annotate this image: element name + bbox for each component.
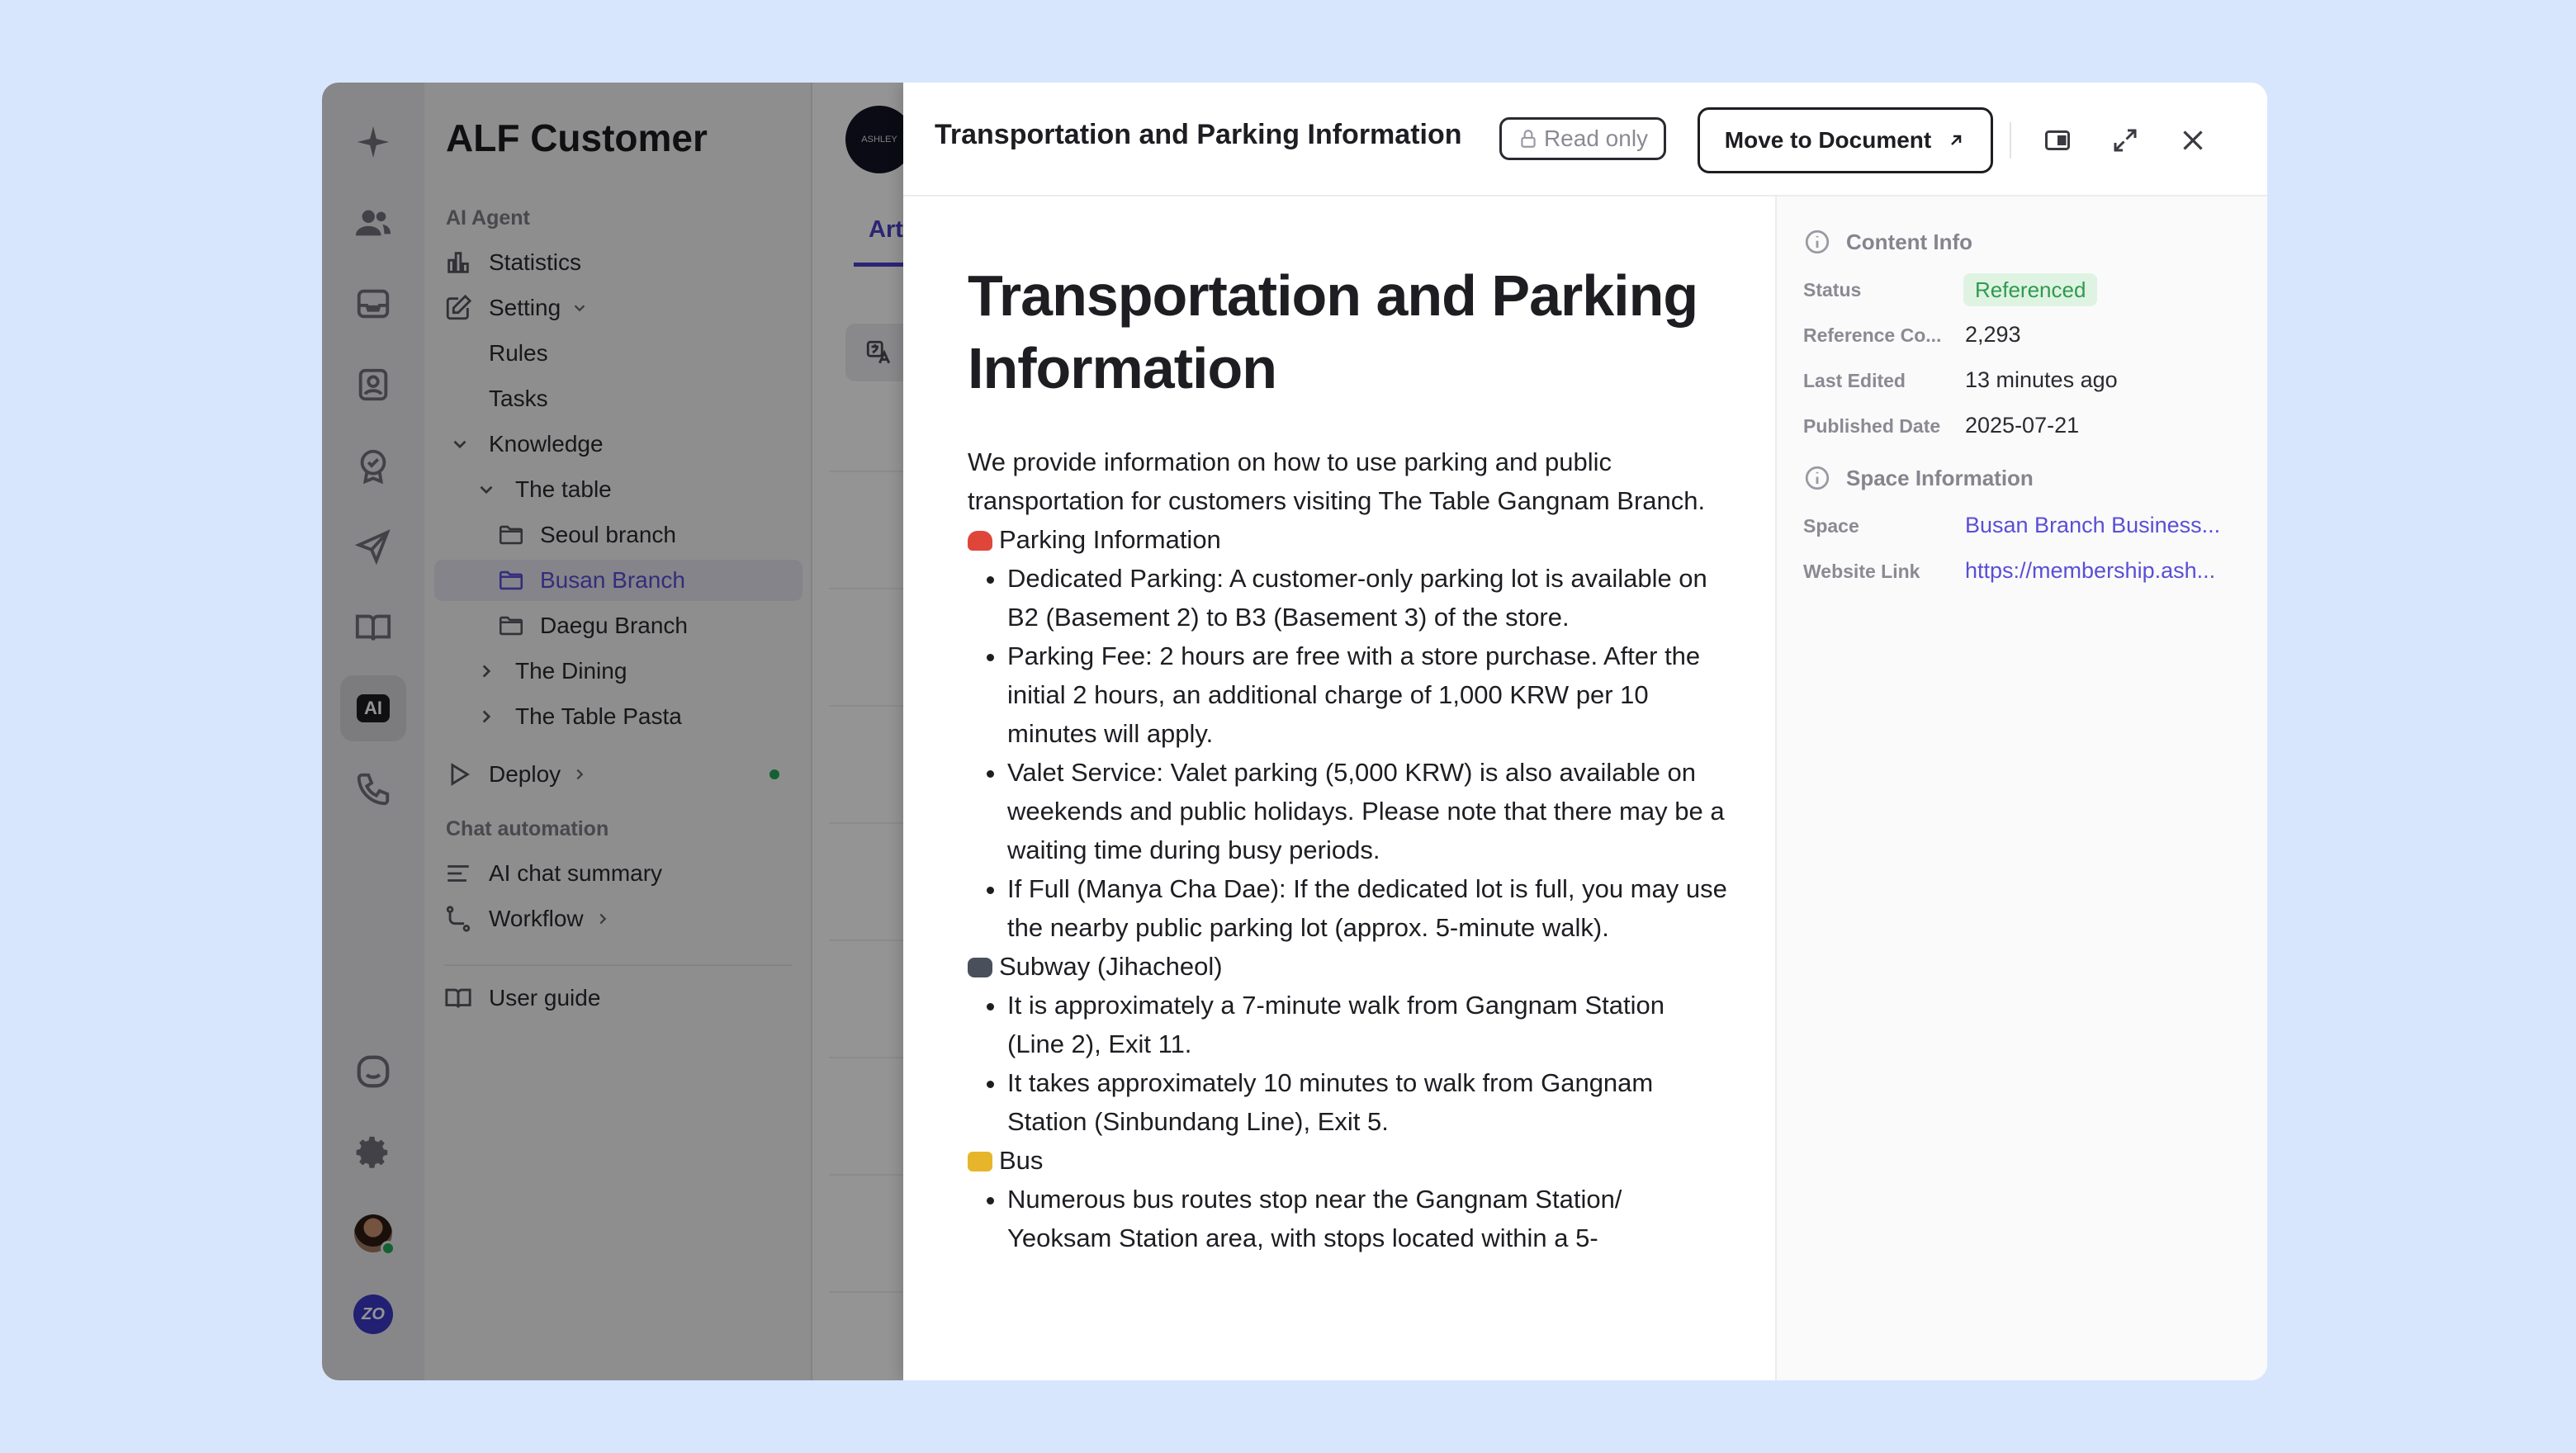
sidebar-item-label: Knowledge bbox=[489, 431, 604, 457]
move-to-document-button[interactable] bbox=[1698, 107, 1993, 173]
tab-articles[interactable]: Art bbox=[869, 216, 903, 243]
side-panel-toggle-button[interactable] bbox=[2036, 119, 2079, 162]
move-to-document-label: Move to Document bbox=[1724, 127, 1932, 153]
document-body bbox=[968, 443, 1727, 1257]
side-panel-icon bbox=[2043, 125, 2072, 155]
list-item: • It takes approximately 10 minutes to walk from Gangnam Station (Sinbundang Line), Exit 5. bbox=[1007, 1063, 1727, 1141]
read-only-label: Read only bbox=[1543, 125, 1649, 151]
content-info-heading bbox=[1803, 228, 1972, 256]
parking-list bbox=[968, 559, 1727, 947]
bus-heading-line bbox=[968, 1141, 1727, 1180]
app-window bbox=[322, 83, 2267, 1380]
reference-count-value: 2,293 bbox=[1965, 322, 2021, 347]
space-link[interactable]: Busan Branch Business... bbox=[1965, 513, 2221, 537]
info-sidebar bbox=[1775, 196, 2267, 1380]
sidebar-item-label: Daegu Branch bbox=[540, 613, 689, 638]
website-link[interactable]: https://membership.ash... bbox=[1965, 558, 2216, 583]
sidebar-item-label: Setting bbox=[489, 295, 561, 320]
expand-button[interactable] bbox=[2104, 119, 2147, 162]
bus-list bbox=[968, 1180, 1727, 1257]
last-edited-label: Last Edited bbox=[1803, 370, 1906, 391]
sidebar-item-label: Seoul branch bbox=[540, 522, 677, 547]
sidebar-item-label: Deploy bbox=[489, 761, 561, 787]
sidebar-item-label: AI chat summary bbox=[489, 860, 663, 886]
subway-icon bbox=[968, 958, 992, 977]
car-icon bbox=[968, 531, 992, 551]
panel-title: Transportation and Parking Information bbox=[935, 119, 1462, 150]
info-icon bbox=[1803, 464, 1831, 492]
reference-count-label: Reference Co... bbox=[1803, 324, 1942, 346]
list-item: • Parking Fee: 2 hours are free with a store purchase. After the initial 2 hours, an additional charge of 1,000 KRW per 10 minutes will apply. bbox=[1007, 637, 1727, 753]
space-info-heading bbox=[1803, 464, 2034, 492]
lock-icon bbox=[1518, 128, 1539, 149]
read-only-badge bbox=[1499, 117, 1666, 160]
list-item: • Dedicated Parking: A customer-only parking lot is available on B2 (Basement 2) to B3 (Basement 3) of the store. bbox=[1007, 559, 1727, 637]
ai-label: AI bbox=[357, 694, 390, 722]
sidebar-item-label: Workflow bbox=[489, 906, 584, 931]
content-detail-panel bbox=[903, 83, 2267, 1380]
sidebar-item-label: The Dining bbox=[515, 658, 627, 684]
subway-heading-line bbox=[968, 947, 1727, 986]
last-edited-value: 13 minutes ago bbox=[1965, 367, 2118, 392]
list-item: • Numerous bus routes stop near the Gangnam Station/ Yeoksam Station area, with stops located within a 5- bbox=[1007, 1180, 1727, 1257]
document-intro: We provide information on how to use parking and public transportation for customers visiting The Table Gangnam Branch. bbox=[968, 447, 1706, 515]
subway-list bbox=[968, 986, 1727, 1141]
parking-heading-line bbox=[968, 520, 1727, 559]
brand-logo-text: ASHLEY bbox=[861, 135, 897, 144]
info-icon bbox=[1803, 228, 1831, 256]
list-item: • Valet Service: Valet parking (5,000 KRW) is also available on weekends and public holidays. Please note that there may be a waiting time during busy periods. bbox=[1007, 753, 1727, 869]
zo-label: ZO bbox=[353, 1294, 393, 1334]
document-content[interactable] bbox=[903, 196, 1775, 1380]
parking-heading: Parking Information bbox=[999, 525, 1221, 554]
published-date-label: Published Date bbox=[1803, 415, 1941, 437]
close-button[interactable] bbox=[2171, 119, 2214, 162]
sidebar-item-label: The table bbox=[515, 476, 612, 502]
sidebar-item-label: Statistics bbox=[489, 249, 582, 275]
sidebar-item-label: User guide bbox=[489, 985, 601, 1010]
section-label-chat-automation: Chat automation bbox=[446, 817, 609, 840]
bus-icon bbox=[968, 1152, 992, 1171]
external-arrow-icon bbox=[1946, 130, 1966, 150]
expand-icon bbox=[2110, 125, 2140, 155]
sidebar-item-label: Rules bbox=[489, 340, 548, 366]
subway-heading: Subway (Jihacheol) bbox=[999, 952, 1223, 981]
header-divider bbox=[2010, 122, 2011, 159]
status-label: Status bbox=[1803, 279, 1862, 301]
status-badge: Referenced bbox=[1963, 273, 2097, 306]
sidebar-item-label: The Table Pasta bbox=[515, 703, 682, 729]
space-info-label: Space Information bbox=[1846, 465, 2034, 490]
published-date-value: 2025-07-21 bbox=[1965, 413, 2080, 438]
document-title: Transportation and Parking Information bbox=[968, 263, 1698, 400]
website-link-label: Website Link bbox=[1803, 561, 1920, 582]
section-label-ai-agent: AI Agent bbox=[446, 206, 530, 230]
close-icon bbox=[2178, 125, 2208, 155]
bus-heading: Bus bbox=[999, 1146, 1044, 1175]
sidebar-item-label: Busan Branch bbox=[540, 567, 685, 593]
panel-header bbox=[903, 83, 2267, 196]
content-info-label: Content Info bbox=[1846, 229, 1973, 254]
space-label: Space bbox=[1803, 515, 1859, 537]
list-item: • It is approximately a 7-minute walk from Gangnam Station (Line 2), Exit 11. bbox=[1007, 986, 1727, 1063]
app-title: ALF Customer bbox=[446, 116, 708, 159]
sidebar-item-label: Tasks bbox=[489, 386, 548, 411]
list-item: • If Full (Manya Cha Dae): If the dedicated lot is full, you may use the nearby public parking lot (approx. 5-minute walk). bbox=[1007, 869, 1727, 947]
modal-backdrop[interactable] bbox=[322, 83, 903, 1380]
